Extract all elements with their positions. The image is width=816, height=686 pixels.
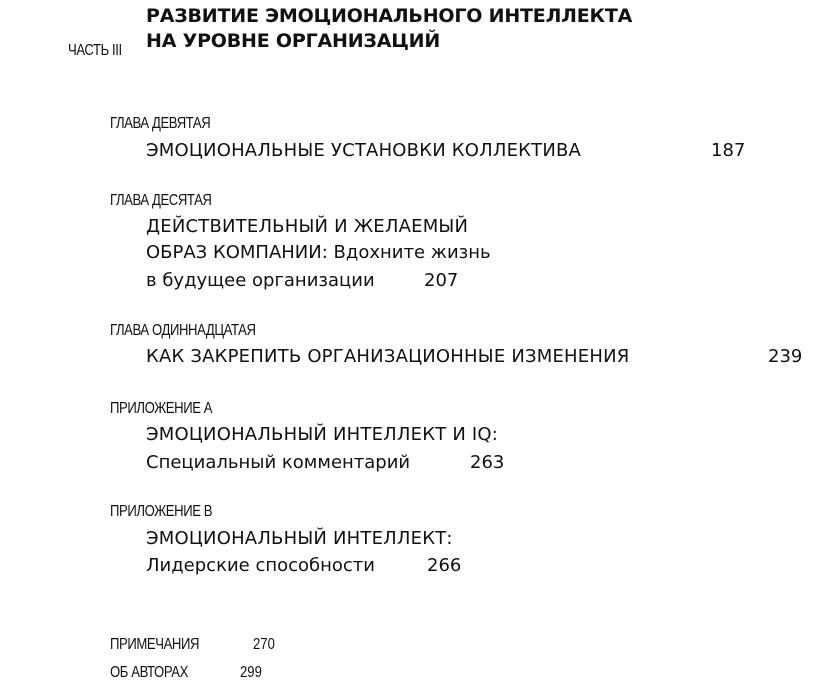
chapter-10-title-line-2 [146, 242, 491, 263]
chapter-11-page: 239 [768, 346, 803, 367]
appendix-b-title: ЭМОЦИОНАЛЬНЫЙ ИНТЕЛЛЕКТ: [146, 528, 453, 549]
notes-label: ПРИМЕЧАНИЯ [110, 636, 200, 653]
part-title-line-2: НА УРОВНЕ ОРГАНИЗАЦИЙ [146, 30, 441, 52]
chapter-11-title: КАК ЗАКРЕПИТЬ ОРГАНИЗАЦИОННЫЕ ИЗМЕНЕНИЯ [146, 346, 630, 367]
appendix-b-label: ПРИЛОЖЕНИЕ В [110, 503, 213, 520]
notes-page: 270 [253, 636, 275, 653]
appendix-a-title: ЭМОЦИОНАЛЬНЫЙ ИНТЕЛЛЕКТ И IQ: [146, 424, 499, 445]
chapter-11-label: ГЛАВА ОДИННАДЦАТАЯ [110, 322, 256, 339]
appendix-a-label: ПРИЛОЖЕНИЕ А [110, 400, 213, 417]
appendix-b-subtitle: Лидерские способности [146, 555, 375, 576]
chapter-10-page: 207 [424, 270, 459, 291]
appendix-b-page: 266 [427, 555, 462, 576]
authors-page: 299 [240, 664, 262, 681]
authors-label: ОБ АВТОРАХ [110, 664, 188, 681]
appendix-a-subtitle: Специальный комментарий [146, 452, 411, 473]
chapter-10-title-line-1: ДЕЙСТВИТЕЛЬНЫЙ И ЖЕЛАЕМЫЙ [146, 216, 469, 237]
appendix-a-page: 263 [470, 452, 505, 473]
chapter-10-title-caps: ОБРАЗ КОМПАНИИ: [146, 242, 328, 263]
chapter-9-title: ЭМОЦИОНАЛЬНЫЕ УСТАНОВКИ КОЛЛЕКТИВА [146, 140, 582, 161]
chapter-10-title-rest: Вдохните жизнь [327, 242, 491, 263]
chapter-10-title-line-3: в будущее организации [146, 270, 375, 291]
chapter-10-label: ГЛАВА ДЕСЯТАЯ [110, 192, 212, 209]
part-title-line-1: РАЗВИТИЕ ЭМОЦИОНАЛЬНОГО ИНТЕЛЛЕКТА [146, 5, 633, 27]
part-label: ЧАСТЬ III [68, 42, 122, 59]
chapter-9-label: ГЛАВА ДЕВЯТАЯ [110, 115, 211, 132]
chapter-9-page: 187 [711, 140, 746, 161]
